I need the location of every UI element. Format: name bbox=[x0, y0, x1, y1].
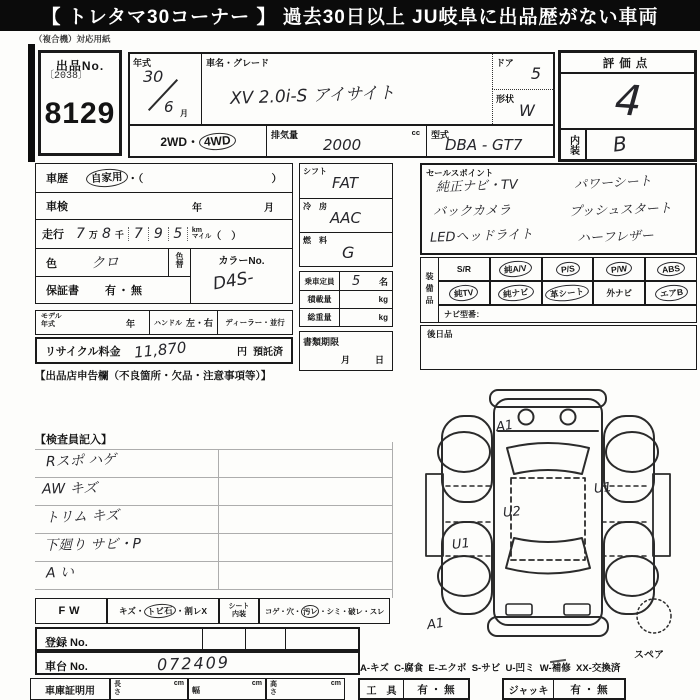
history-paren-close: ） bbox=[271, 172, 282, 185]
sales-point: 純正ナビ・TV bbox=[435, 177, 519, 196]
displacement-label: 排気量 bbox=[271, 130, 299, 140]
color-no-value: D4S- bbox=[211, 267, 256, 295]
drive-4wd-circled: 4WD bbox=[198, 132, 236, 152]
car-name-value: XV 2.0i-S アイサイト bbox=[229, 83, 396, 109]
capacity-cell bbox=[299, 271, 393, 291]
equipment-item-label: ABS bbox=[656, 261, 685, 278]
load-cell bbox=[299, 290, 393, 309]
recycle-fee-value: 11,870 bbox=[133, 338, 188, 362]
garage-cm-unit: cm bbox=[330, 680, 341, 687]
jack-options: 有 ・ 無 bbox=[570, 683, 608, 696]
mileage-digit-3: 5 bbox=[168, 227, 188, 241]
dealer-options: ディーラー・並行 bbox=[225, 318, 285, 327]
model-code-label: 型式 bbox=[431, 130, 450, 140]
inspector-heading: 【検査員記入】 bbox=[35, 434, 112, 446]
ruled-line bbox=[35, 505, 392, 506]
equipment-label: 装備品 bbox=[425, 272, 434, 308]
sales-point: LEDヘッドライト bbox=[429, 227, 534, 246]
color-change-cell bbox=[168, 248, 191, 277]
equipment-item bbox=[542, 281, 594, 305]
equipment-item bbox=[593, 257, 645, 281]
model-year-suffix: 年 bbox=[125, 319, 135, 329]
equipment-item-label: S/R bbox=[456, 264, 471, 274]
color-label: 色 bbox=[46, 257, 57, 270]
model-year-value: 30 bbox=[143, 67, 164, 86]
mileage-man-digit: 7 bbox=[76, 226, 85, 242]
left-margin-bar bbox=[28, 44, 35, 162]
dealer-cell bbox=[217, 310, 293, 335]
garage-cm-unit: cm bbox=[251, 680, 262, 687]
inspector-note: Rスポ ハゲ bbox=[45, 451, 117, 471]
model-code-cell bbox=[427, 124, 555, 157]
lot-number-value: 8129 bbox=[44, 97, 116, 130]
equipment-item-label: P/S bbox=[555, 261, 580, 277]
car-name-cell bbox=[202, 54, 492, 124]
tools-label: 工 具 bbox=[360, 680, 404, 698]
paper-note: （複合機）対応用紙 bbox=[34, 34, 111, 44]
seat-options-cell bbox=[259, 598, 390, 624]
banner: 【 トレタマ30コーナー 】 過去30日以上 JU岐阜に出品歴がない車両 bbox=[0, 0, 700, 31]
equipment-item bbox=[490, 281, 542, 305]
docs-deadline-label: 書類期限 bbox=[303, 337, 340, 347]
garage-length-label: 長さ bbox=[114, 681, 121, 696]
inspector-note: AW キズ bbox=[41, 480, 98, 498]
seat-option: コゲ・穴・ bbox=[264, 606, 301, 616]
capacity-value: 5 bbox=[352, 273, 361, 289]
section-divider-vertical bbox=[392, 442, 393, 598]
docs-deadline-cell bbox=[299, 331, 393, 371]
chassis-label: 車台 No. bbox=[45, 661, 88, 673]
equipment-item-label: P/W bbox=[606, 261, 633, 278]
seat-label-top: シート bbox=[228, 602, 250, 610]
equipment-label-cell bbox=[420, 257, 439, 323]
garage-label-cell bbox=[30, 678, 110, 700]
equipment-item bbox=[542, 257, 594, 281]
model-code-value: DBA - GT7 bbox=[445, 136, 523, 154]
door-cell bbox=[492, 54, 555, 89]
damage-mark: U1 bbox=[593, 480, 613, 497]
mileage-sen-unit: 千 bbox=[114, 229, 124, 240]
seat-label-bottom: 内装 bbox=[232, 611, 246, 618]
mileage-man-unit: 万 bbox=[88, 229, 98, 240]
fw-options-cell bbox=[107, 598, 219, 624]
sales-point: プッシュスタート bbox=[568, 201, 673, 220]
ruled-line bbox=[35, 449, 392, 450]
shift-label: シフト bbox=[303, 167, 327, 176]
rating-box bbox=[558, 50, 697, 162]
displacement-value: 2000 bbox=[323, 136, 362, 154]
registration-row bbox=[35, 627, 360, 651]
car-diagram bbox=[402, 386, 694, 641]
shape-value: W bbox=[519, 101, 535, 120]
later-items-box bbox=[420, 325, 697, 370]
garage-label: 車庫証明用 bbox=[45, 685, 95, 697]
garage-width-cell bbox=[188, 678, 266, 700]
mileage-mile-label: マイル bbox=[191, 233, 212, 241]
lot-number-box bbox=[38, 50, 122, 156]
damage-mark: A1 bbox=[495, 417, 515, 436]
load-label: 積載量 bbox=[300, 291, 340, 308]
interior-label: 内装 bbox=[561, 130, 587, 159]
mileage-digit-2: 9 bbox=[148, 227, 168, 241]
seat-label-cell bbox=[219, 598, 259, 624]
equipment-grid bbox=[438, 257, 697, 305]
equipment-item-label: 純A/V bbox=[499, 259, 533, 278]
history-label: 車歴 bbox=[46, 173, 68, 185]
color-no-cell bbox=[190, 248, 293, 304]
fuel-value: G bbox=[342, 243, 355, 262]
registration-label: 登録 No. bbox=[45, 637, 88, 649]
tools-row bbox=[358, 678, 470, 700]
model-month-value: 6 bbox=[164, 98, 174, 116]
car-name-label: 車名・グレード bbox=[206, 58, 270, 68]
warranty-options: 有・無 bbox=[105, 285, 144, 297]
shift-value: FAT bbox=[332, 174, 359, 192]
spec-table bbox=[128, 52, 555, 158]
interior-row bbox=[561, 128, 694, 159]
sales-point: ハーフレザー bbox=[576, 228, 655, 247]
later-items-label: 後日品 bbox=[427, 329, 453, 339]
garage-length-cell bbox=[110, 678, 188, 700]
color-no-label: カラーNo. bbox=[218, 256, 265, 267]
door-value: 5 bbox=[530, 64, 541, 83]
cell-divider bbox=[245, 629, 246, 649]
seat-option-circled: 汚レ bbox=[300, 604, 319, 618]
equipment-item bbox=[438, 281, 490, 305]
recycle-fee-label: リサイクル料金 bbox=[45, 345, 121, 358]
warranty-label: 保証書 bbox=[46, 285, 79, 297]
sales-point: パワーシート bbox=[573, 173, 653, 194]
ruled-divider-vertical bbox=[218, 449, 219, 589]
model-label-bottom: 年式 bbox=[41, 321, 55, 329]
mileage-km-label: km bbox=[191, 227, 202, 235]
chassis-row bbox=[35, 651, 360, 675]
aircon-label: 冷 房 bbox=[303, 202, 327, 211]
damage-mark: U1 bbox=[451, 536, 471, 553]
damage-mark: A1 bbox=[426, 615, 446, 634]
docs-day: 日 bbox=[374, 355, 384, 365]
history-paren-open: ・（ bbox=[127, 172, 144, 185]
shaken-cell bbox=[35, 192, 293, 220]
model-year-row-cell bbox=[35, 310, 150, 335]
drive-2wd: 2WD・ bbox=[160, 135, 199, 149]
equipment-item-label: 純TV bbox=[448, 284, 479, 303]
inspector-note: 下廻り サビ・P bbox=[43, 536, 142, 554]
shaken-label: 車検 bbox=[46, 201, 68, 213]
handle-cell bbox=[149, 310, 218, 335]
recycle-fee-status: 預託済 bbox=[253, 347, 283, 358]
fw-label: FW bbox=[58, 605, 84, 617]
jack-row bbox=[502, 678, 626, 700]
equipment-item-label: エアB bbox=[654, 283, 689, 302]
shape-cell bbox=[492, 89, 555, 124]
inspector-note: A い bbox=[45, 564, 75, 582]
mileage-label: 走行 bbox=[42, 229, 64, 241]
recycle-fee-box bbox=[35, 337, 293, 364]
displacement-unit: cc bbox=[411, 128, 420, 137]
spare-label: スペア bbox=[634, 650, 664, 661]
shift-cell bbox=[299, 163, 393, 199]
mileage-cell bbox=[35, 219, 293, 249]
history-cell bbox=[35, 163, 293, 193]
sales-points-label: セールスポイント bbox=[426, 168, 494, 178]
month-suffix: 月 bbox=[180, 109, 188, 118]
capacity-unit: 名 bbox=[378, 276, 388, 287]
capacity-label: 乗車定員 bbox=[300, 272, 340, 290]
drive-cell bbox=[130, 124, 267, 157]
navi-model-label: ナビ型番： bbox=[444, 309, 484, 319]
ruled-line bbox=[35, 589, 392, 590]
handle-options: 左・右 bbox=[185, 318, 213, 328]
garage-cm-unit: cm bbox=[173, 680, 184, 687]
fuel-cell bbox=[299, 232, 393, 267]
equipment-item bbox=[438, 257, 490, 281]
fw-option: キズ・ bbox=[118, 606, 145, 616]
spare-tire-circle bbox=[637, 599, 671, 633]
damage-mark: U2 bbox=[502, 504, 522, 521]
handle-label: ハンドル bbox=[153, 319, 182, 327]
navi-model-row bbox=[438, 305, 697, 323]
color-value: クロ bbox=[90, 253, 120, 272]
load-unit: kg bbox=[378, 295, 388, 304]
sales-point: バックカメラ bbox=[432, 203, 512, 220]
equipment-item-label: 革シート bbox=[545, 283, 590, 304]
recycle-fee-unit: 円 bbox=[237, 347, 247, 358]
displacement-cell bbox=[267, 124, 427, 157]
equipment-item bbox=[645, 257, 697, 281]
model-label-top: モデル bbox=[41, 313, 62, 320]
color-change-label: 色替 bbox=[175, 252, 184, 268]
history-owner-circled: 自家用 bbox=[85, 168, 128, 189]
fw-option: ・割レX bbox=[175, 606, 208, 616]
color-cell bbox=[35, 248, 169, 277]
ruled-line bbox=[35, 561, 392, 562]
declaration-heading: 【出品店申告欄（不良箇所・欠品・注意事項等）】 bbox=[35, 370, 272, 382]
shape-label: 形状 bbox=[496, 94, 515, 104]
sales-points-box bbox=[420, 163, 697, 255]
tools-options: 有 ・ 無 bbox=[417, 683, 455, 696]
mileage-sen-digit: 8 bbox=[101, 226, 111, 242]
fw-label-cell bbox=[35, 598, 107, 624]
fuel-label: 燃 料 bbox=[303, 236, 327, 245]
weight-unit: kg bbox=[378, 313, 388, 322]
weight-label: 総重量 bbox=[300, 309, 340, 326]
ruled-line bbox=[35, 477, 392, 478]
shaken-year-suffix: 年 bbox=[192, 202, 202, 214]
jack-label: ジャッキ bbox=[504, 680, 554, 698]
mileage-units bbox=[192, 227, 211, 241]
rating-label: 評価点 bbox=[561, 53, 694, 74]
inspector-note: トリム キズ bbox=[44, 507, 120, 527]
equipment-item-label: 純ナビ bbox=[497, 283, 534, 303]
equipment-item bbox=[593, 281, 645, 305]
garage-height-label: 高さ bbox=[270, 681, 277, 696]
chassis-value: 072409 bbox=[156, 652, 231, 675]
docs-month: 月 bbox=[340, 355, 350, 365]
equipment-item bbox=[645, 281, 697, 305]
weight-cell bbox=[299, 308, 393, 327]
equipment-item bbox=[490, 257, 542, 281]
rating-score: 4 bbox=[613, 75, 644, 126]
model-label bbox=[41, 313, 62, 330]
model-year-label: 年式 bbox=[133, 58, 152, 68]
mileage-digit-1: 7 bbox=[128, 227, 148, 241]
equipment-item-label: 外ナビ bbox=[606, 288, 633, 298]
fw-option-circled: トビ石 bbox=[144, 603, 176, 619]
lot-stamp-code: 〔2038〕 bbox=[44, 71, 89, 82]
cell-divider bbox=[202, 629, 203, 649]
ruled-line bbox=[35, 533, 392, 534]
garage-width-label: 幅 bbox=[192, 686, 200, 695]
damage-legend: A-キズ C-腐食 E-エクボ S-サビ U-凹ミ W-補修 XX-交換済 bbox=[360, 663, 621, 674]
interior-grade: B bbox=[611, 131, 628, 157]
cell-divider bbox=[285, 629, 286, 649]
lot-number-label: 出品No. bbox=[55, 59, 105, 73]
warranty-cell bbox=[35, 276, 191, 304]
seat-option: ・シミ・破レ・スレ bbox=[319, 606, 385, 616]
mileage-paren: （ ） bbox=[211, 230, 242, 242]
shaken-month-suffix: 月 bbox=[264, 202, 274, 214]
aircon-value: AAC bbox=[330, 209, 361, 227]
model-year-cell bbox=[130, 54, 202, 124]
aircon-cell bbox=[299, 198, 393, 233]
garage-height-cell bbox=[266, 678, 345, 700]
door-label: ドア bbox=[496, 58, 514, 68]
